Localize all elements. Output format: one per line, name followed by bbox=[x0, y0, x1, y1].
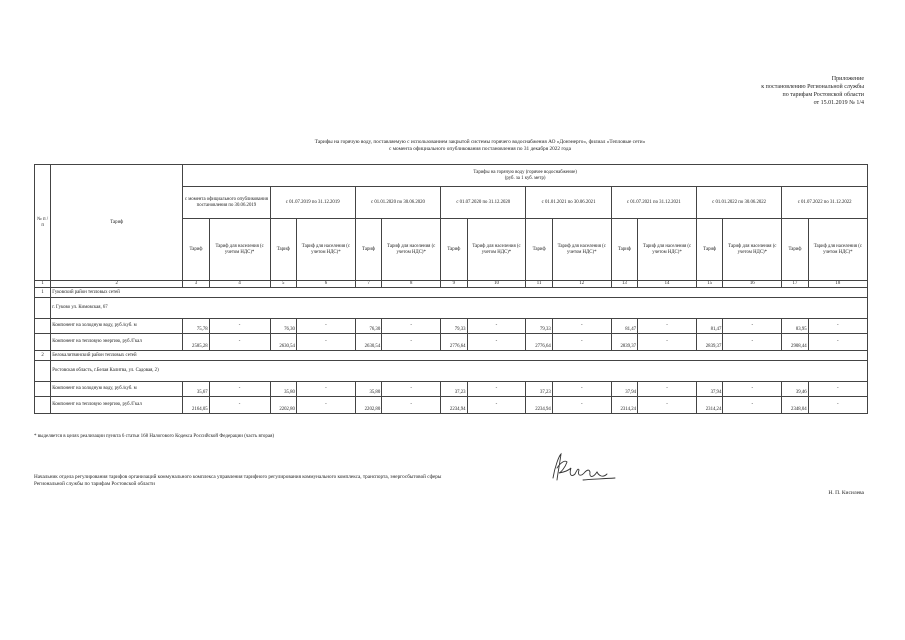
table-row bbox=[35, 334, 868, 351]
population-value: - bbox=[296, 334, 355, 351]
header-tariff: Тариф bbox=[51, 165, 183, 281]
period-header: с 01.01.2020 по 30.06.2020 bbox=[355, 187, 440, 219]
sub-header-tariff: Тариф bbox=[355, 219, 381, 281]
tariff-value: 2908,44 bbox=[782, 334, 808, 351]
header-no: № п /п bbox=[35, 165, 51, 281]
sub-header-tariff: Тариф bbox=[526, 219, 552, 281]
population-value: - bbox=[552, 319, 611, 334]
tariff-value: 2202,80 bbox=[355, 397, 381, 414]
table-row bbox=[35, 382, 868, 397]
population-value: - bbox=[808, 382, 867, 397]
tariff-value: 2839,37 bbox=[696, 334, 722, 351]
appendix-line-2: к постановлению Региональной службы bbox=[761, 84, 864, 90]
empty-cell bbox=[35, 361, 51, 382]
column-number-row bbox=[35, 281, 868, 288]
empty-cell bbox=[35, 382, 51, 397]
column-number: 4 bbox=[209, 281, 270, 288]
column-number: 2 bbox=[51, 281, 183, 288]
population-value: - bbox=[382, 382, 441, 397]
period-header: с 01.07.2022 по 31.12.2022 bbox=[782, 187, 868, 219]
row-label: Компонент на тепловую энергию, руб./Гкал bbox=[51, 397, 183, 414]
population-value: - bbox=[552, 334, 611, 351]
sub-header-population: Тариф для населения (с учетом НДС)* bbox=[808, 219, 867, 281]
appendix-header bbox=[761, 75, 864, 107]
column-number: 9 bbox=[441, 281, 467, 288]
tariff-value: 2839,37 bbox=[611, 334, 637, 351]
column-number: 11 bbox=[526, 281, 552, 288]
tariff-value: 79,33 bbox=[526, 319, 552, 334]
tariff-value: 35,80 bbox=[270, 382, 296, 397]
empty-cell bbox=[35, 397, 51, 414]
column-number: 12 bbox=[552, 281, 611, 288]
sub-header-population: Тариф для населения (с учетом НДС)* bbox=[552, 219, 611, 281]
address-row bbox=[35, 298, 868, 319]
appendix-line-4: от 15.01.2019 № 1/4 bbox=[813, 100, 864, 106]
column-number: 6 bbox=[296, 281, 355, 288]
tariff-value: 37,23 bbox=[441, 382, 467, 397]
title-line-1: Тарифы на горячую воду, поставляемую с использованием закрытой системы горячего водоснабжения АО «Донэнерго», филиал «Тепловые сети» bbox=[314, 139, 646, 145]
population-value: - bbox=[808, 397, 867, 414]
tariff-value: 2776,64 bbox=[526, 334, 552, 351]
population-value: - bbox=[638, 334, 697, 351]
column-number: 10 bbox=[467, 281, 526, 288]
tariff-value: 39,46 bbox=[782, 382, 808, 397]
row-label: Компонент на тепловую энергию, руб./Гкал bbox=[51, 334, 183, 351]
header-group-line-2: (руб. за 1 куб. метр) bbox=[504, 175, 546, 181]
tariff-value: 2314,24 bbox=[611, 397, 637, 414]
column-number: 5 bbox=[270, 281, 296, 288]
population-value: - bbox=[467, 319, 526, 334]
sub-header-population: Тариф для населения (с учетом НДС)* bbox=[296, 219, 355, 281]
sub-header-population: Тариф для населения (с учетом НДС)* bbox=[382, 219, 441, 281]
tariff-value: 35,80 bbox=[355, 382, 381, 397]
appendix-line-1: Приложение bbox=[831, 76, 864, 82]
sub-header-tariff: Тариф bbox=[270, 219, 296, 281]
column-number: 3 bbox=[183, 281, 209, 288]
handwritten-signature bbox=[545, 448, 625, 493]
section-name: Белокалитвинский район тепловых сетей bbox=[51, 351, 868, 361]
population-value: - bbox=[638, 397, 697, 414]
column-number: 17 bbox=[782, 281, 808, 288]
population-value: - bbox=[723, 334, 782, 351]
section-number: 2 bbox=[35, 351, 51, 361]
signer-name: Н. П. Кисилева bbox=[828, 490, 864, 496]
header-group-line-1: Тарифы на горячую воду (горячее водоснабжение) bbox=[473, 169, 577, 175]
tariff-value: 2234,94 bbox=[441, 397, 467, 414]
tariff-value: 83,95 bbox=[782, 319, 808, 334]
period-header: с 01.07.2019 по 31.12.2019 bbox=[270, 187, 355, 219]
tariff-value: 37,94 bbox=[611, 382, 637, 397]
empty-cell bbox=[35, 334, 51, 351]
population-value: - bbox=[467, 334, 526, 351]
tariff-value: 81,47 bbox=[611, 319, 637, 334]
tariff-value: 2164,05 bbox=[183, 397, 209, 414]
population-value: - bbox=[296, 382, 355, 397]
row-label: Компонент на холодную воду, руб./куб. м bbox=[51, 382, 183, 397]
header-group bbox=[183, 165, 868, 187]
sub-header-tariff: Тариф bbox=[441, 219, 467, 281]
tariff-value: 37,94 bbox=[696, 382, 722, 397]
population-value: - bbox=[723, 382, 782, 397]
population-value: - bbox=[552, 397, 611, 414]
population-value: - bbox=[382, 334, 441, 351]
tariff-value: 76,30 bbox=[355, 319, 381, 334]
section-name: Гуковский район тепловых сетей bbox=[51, 288, 868, 298]
tariff-value: 76,30 bbox=[270, 319, 296, 334]
table-row bbox=[35, 397, 868, 414]
population-value: - bbox=[467, 382, 526, 397]
sub-header-population: Тариф для населения (с учетом НДС)* bbox=[467, 219, 526, 281]
sub-header-tariff: Тариф bbox=[611, 219, 637, 281]
section-address: Ростовская область, г.Белая Калитва, ул. Садовая, 2) bbox=[51, 361, 868, 382]
population-value: - bbox=[723, 397, 782, 414]
tariff-value: 79,33 bbox=[441, 319, 467, 334]
period-header: с 01.01.2021 по 30.06.2021 bbox=[526, 187, 611, 219]
tariff-value: 35,67 bbox=[183, 382, 209, 397]
period-header: с 01.07.2021 по 31.12.2021 bbox=[611, 187, 696, 219]
tariff-value: 2348,04 bbox=[782, 397, 808, 414]
period-header: с 01.07.2020 по 31.12.2020 bbox=[441, 187, 526, 219]
population-value: - bbox=[808, 334, 867, 351]
address-row bbox=[35, 361, 868, 382]
tariff-value: 2234,94 bbox=[526, 397, 552, 414]
sub-header-population: Тариф для населения (с учетом НДС)* bbox=[723, 219, 782, 281]
tariff-value: 2776,64 bbox=[441, 334, 467, 351]
population-value: - bbox=[723, 319, 782, 334]
tariff-value: 2202,80 bbox=[270, 397, 296, 414]
section-row bbox=[35, 288, 868, 298]
column-number: 8 bbox=[382, 281, 441, 288]
column-number: 13 bbox=[611, 281, 637, 288]
header-row-main bbox=[35, 165, 868, 187]
column-number: 16 bbox=[723, 281, 782, 288]
tariff-value: 2314,24 bbox=[696, 397, 722, 414]
column-number: 14 bbox=[638, 281, 697, 288]
sub-header-tariff: Тариф bbox=[696, 219, 722, 281]
period-header: с момента официального опубликования постановления по 30.06.2019 bbox=[183, 187, 270, 219]
tariff-table-body bbox=[35, 165, 868, 414]
population-value: - bbox=[808, 319, 867, 334]
tariff-value: 81,47 bbox=[696, 319, 722, 334]
appendix-line-3: по тарифам Ростовской области bbox=[782, 92, 864, 98]
sub-header-tariff: Тариф bbox=[183, 219, 209, 281]
population-value: - bbox=[296, 319, 355, 334]
column-number: 7 bbox=[355, 281, 381, 288]
population-value: - bbox=[638, 319, 697, 334]
sub-header-tariff: Тариф bbox=[782, 219, 808, 281]
tariff-table bbox=[34, 164, 868, 414]
section-address: г. Гуково ул. Кимовская, 67 bbox=[51, 298, 868, 319]
sub-header-population: Тариф для населения (с учетом НДС)* bbox=[638, 219, 697, 281]
empty-cell bbox=[35, 319, 51, 334]
population-value: - bbox=[209, 334, 270, 351]
column-number: 15 bbox=[696, 281, 722, 288]
population-value: - bbox=[467, 397, 526, 414]
tariff-value: 2585,28 bbox=[183, 334, 209, 351]
table-row bbox=[35, 319, 868, 334]
row-label: Компонент на холодную воду, руб./куб. м bbox=[51, 319, 183, 334]
column-number: 1 bbox=[35, 281, 51, 288]
footnote: * выделяется в целях реализации пункта 6 статьи 168 Налогового Кодекса Российской Федерации (часть вторая) bbox=[34, 434, 275, 439]
tariff-value: 2630,54 bbox=[355, 334, 381, 351]
document-title bbox=[180, 139, 780, 153]
signatory-position: Начальник отдела регулирования тарифов организаций коммунального комплекса управления тарифного регулирования коммунального комплекса, транспорта, энергосбытовой сферы Региональной службы по тарифам Ростовской области bbox=[34, 474, 442, 487]
empty-cell bbox=[35, 298, 51, 319]
population-value: - bbox=[382, 319, 441, 334]
population-value: - bbox=[209, 319, 270, 334]
section-number: 1 bbox=[35, 288, 51, 298]
population-value: - bbox=[638, 382, 697, 397]
column-number: 18 bbox=[808, 281, 867, 288]
population-value: - bbox=[209, 382, 270, 397]
population-value: - bbox=[552, 382, 611, 397]
tariff-value: 37,23 bbox=[526, 382, 552, 397]
tariff-value: 2630,54 bbox=[270, 334, 296, 351]
population-value: - bbox=[209, 397, 270, 414]
period-header: с 01.01.2022 по 30.06.2022 bbox=[696, 187, 781, 219]
population-value: - bbox=[296, 397, 355, 414]
tariff-value: 75,78 bbox=[183, 319, 209, 334]
population-value: - bbox=[382, 397, 441, 414]
section-row bbox=[35, 351, 868, 361]
sub-header-population: Тариф для населения (с учетом НДС)* bbox=[209, 219, 270, 281]
title-line-2: с момента официального опубликования постановления по 31 декабря 2022 года bbox=[389, 146, 571, 152]
